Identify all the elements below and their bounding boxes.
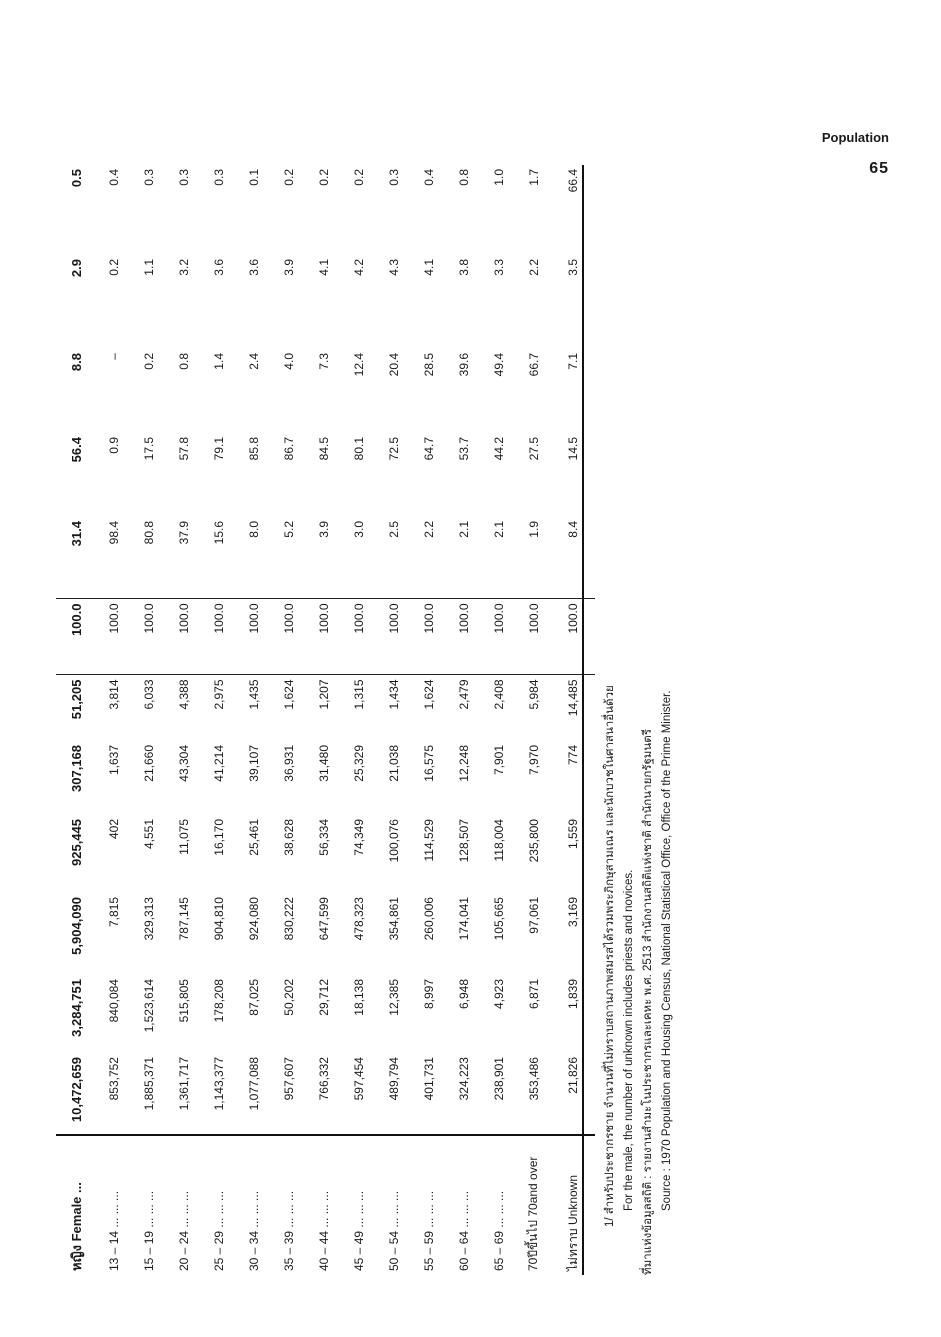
row-label: 60 – 64 ... ... ... [456,1190,471,1271]
table-cell: 114,529 [421,819,436,862]
rotated-table-block [56,165,673,1275]
table-cell: 853,752 [96,1053,131,1135]
table-row [516,165,551,1275]
table-cell: 98.4 [96,517,131,599]
table-cell: 4.3 [386,259,401,276]
table-cell: 100.0 [376,599,411,675]
table-cell: 85.8 [246,437,261,461]
table-cell: 8.8 [68,353,84,372]
table-cell: 1.0 [491,169,506,186]
table-cell: 4.2 [351,259,366,276]
table-cell: 57.8 [176,437,191,461]
table-cell: 830,222 [281,897,296,941]
table-cell: 4,551 [141,819,156,850]
table-cell: 1.7 [526,169,541,186]
table-cell: 3.6 [211,259,226,276]
table-cell: 515,805 [176,979,191,1023]
table-cell: 53.7 [456,437,471,461]
table-cell: 647,599 [316,897,331,941]
row-label: 65 – 69 ... ... ... [491,1190,506,1271]
table-cell: 4,923 [491,979,506,1010]
table-cell: 1,624 [421,679,436,710]
table-cell: 4.0 [281,353,296,370]
table-cell: 2.5 [376,517,411,599]
table-cell: 0.1 [246,169,261,186]
table-cell: 66.4 [566,169,580,193]
table-cell: 957,607 [271,1053,306,1135]
table-cell: 489,794 [376,1053,411,1135]
row-label: 45 – 49 ... ... ... [351,1190,366,1271]
source-english: Source : 1970 Population and Housing Census, National Statistical Office, Office of the Prime Minister. [661,690,673,1211]
table-cell: 87,025 [246,979,261,1016]
table-cell: 0.4 [106,169,121,186]
table-cell: 0.3 [386,169,401,186]
table-cell: 56.4 [68,437,84,463]
table-cell: 260,006 [421,897,436,941]
table-cell: 100.0 [516,599,551,675]
table-cell: 14.5 [566,437,580,461]
table-cell: 766,332 [306,1053,341,1135]
table-cell: 25,461 [246,819,261,856]
table-cell: 5.2 [271,517,306,599]
table-cell: 840,084 [106,979,121,1023]
table-cell: 128,507 [456,819,471,863]
table-cell: 597,454 [341,1053,376,1135]
row-label: 13 – 14 ... ... ... [106,1190,121,1271]
table-cell: 21,826 [551,1053,595,1135]
table-cell: 2,975 [211,679,226,710]
table-cell: 100.0 [481,599,516,675]
table-cell: 17.5 [141,437,156,461]
table-cell: 307,168 [68,745,84,792]
table-cell: 354,861 [386,897,401,941]
table-row [481,165,516,1275]
table-cell: 3,284,751 [68,979,84,1037]
table-cell: 12.4 [351,353,366,377]
table-cell: 100.0 [306,599,341,675]
table-cell: 8,997 [421,979,436,1010]
table-cell: 1,077,088 [236,1053,271,1135]
table-row [376,165,411,1275]
table-row [96,165,131,1275]
table-cell: 178,208 [211,979,226,1023]
table-cell: 787,145 [176,897,191,941]
table-cell: 36,931 [281,745,296,782]
table-cell: 86.7 [281,437,296,461]
table-row [56,165,96,1275]
running-header-title: Population [821,130,889,145]
row-label: 20 – 24 ... ... ... [176,1190,191,1271]
table-cell: 1,559 [566,819,580,850]
table-cell: 38,628 [281,819,296,856]
table-cell: 100.0 [201,599,236,675]
table-cell: 324,223 [446,1053,481,1135]
table-cell: 80.8 [131,517,166,599]
table-cell: 3.6 [246,259,261,276]
table-cell: 0.2 [316,169,331,186]
table-cell: 1.4 [211,353,226,370]
table-cell: 1,523,614 [141,979,156,1033]
table-cell: 66.7 [526,353,541,377]
table-row [551,165,595,1275]
table-cell: 4,388 [176,679,191,710]
table-cell: 0.9 [106,437,121,454]
table-cell: 2.2 [411,517,446,599]
table-cell: 3.9 [306,517,341,599]
table-cell: 64.7 [421,437,436,461]
table-cell: 235,800 [526,819,541,863]
table-cell: 3,814 [106,679,121,710]
table-cell: 20.4 [386,353,401,377]
table-cell: 238,901 [481,1053,516,1135]
table-cell: 0.8 [176,353,191,370]
table-cell: 2.1 [481,517,516,599]
table-cell: 401,731 [411,1053,446,1135]
table-cell: 100.0 [341,599,376,675]
table-cell: 0.2 [351,169,366,186]
table-cell: 4.1 [316,259,331,276]
footnote-1: 1/ สำหรับประชากรชาย จำนวนที่ไม่ทราบสถานภาพสมรสได้รวมพระภิกษุสามเณร และนักบวชในศาสนาอื่นด้วย [604,685,616,1227]
table-cell: 2.9 [68,259,84,278]
table-row [131,165,166,1275]
table-cell: 1,839 [566,979,580,1010]
table-cell: 41,214 [211,745,226,782]
table-cell: 100.0 [236,599,271,675]
table-cell: 28.5 [421,353,436,377]
table-cell: 100.0 [446,599,481,675]
table-cell: 100,076 [386,819,401,863]
row-label: 15 – 19 ... ... ... [141,1190,156,1271]
table-cell: 3.0 [341,517,376,599]
table-cell: 37.9 [166,517,201,599]
table-cell: 402 [106,819,121,840]
table-cell: 100.0 [166,599,201,675]
table-cell: 329,313 [141,897,156,941]
table-cell: 1,637 [106,745,121,776]
table-cell: 478,323 [351,897,366,941]
table-cell: 10,472,659 [56,1053,96,1135]
table-cell: 56,334 [316,819,331,856]
table-cell: 100.0 [56,599,96,675]
table-row [341,165,376,1275]
table-cell: 12,248 [456,745,471,782]
table-cell: 7.3 [316,353,331,370]
table-cell: 31,480 [316,745,331,782]
table-cell: 39.6 [456,353,471,377]
table-cell: 0.2 [141,353,156,370]
table-cell: 2,408 [491,679,506,710]
table-cell: 72.5 [386,437,401,461]
table-cell: 925,445 [68,819,84,866]
page-number: 65 [869,160,889,177]
table-bottom-rule [582,165,584,1275]
table-cell: 39,107 [246,745,261,782]
table-cell: 7,815 [106,897,121,928]
table-cell: 3.9 [281,259,296,276]
table-cell: 100.0 [96,599,131,675]
table-cell: 118,004 [491,819,506,862]
table-cell: 0.5 [68,169,84,188]
row-label: 50 – 54 ... ... ... [386,1190,401,1271]
population-table [56,165,595,1275]
table-cell: 0.4 [421,169,436,186]
table-cell: 4.1 [421,259,436,276]
table-cell: 774 [566,745,580,766]
table-cell: 6,948 [456,979,471,1010]
table-cell: 100.0 [411,599,446,675]
table-row [411,165,446,1275]
table-cell: 1,207 [316,679,331,710]
footnote-1-en: For the male, the number of unknown includes priests and novices. [623,869,635,1211]
row-label: 35 – 39 ... ... ... [281,1190,296,1271]
table-cell: 44.2 [491,437,506,461]
table-cell: 21,038 [386,745,401,782]
table-cell: 3,169 [566,897,580,928]
table-cell: 100.0 [271,599,306,675]
row-label: 30 – 34 ... ... ... [246,1190,261,1271]
table-row [306,165,341,1275]
table-cell: 8.0 [236,517,271,599]
table-cell: 105,665 [491,897,506,941]
row-label: 25 – 29 ... ... ... [211,1190,226,1271]
table-cell: 0.3 [176,169,191,186]
table-cell: – [106,353,121,360]
table-cell: 924,080 [246,897,261,941]
table-cell: 0.3 [211,169,226,186]
row-label: 55 – 59 ... ... ... [421,1190,436,1271]
table-cell: 51,205 [68,679,84,720]
table-cell: 3.2 [176,259,191,276]
table-cell: 0.3 [141,169,156,186]
table-row [446,165,481,1275]
table-cell: 1.1 [141,259,156,276]
table-cell: 353,486 [516,1053,551,1135]
table-cell: 1,143,377 [201,1053,236,1135]
table-cell: 15.6 [201,517,236,599]
row-label: 70ปีขึ้นไป 70and over [526,1156,540,1271]
footnotes [601,165,677,1275]
table-cell: 904,810 [211,897,226,941]
table-cell: 97,061 [526,897,541,934]
row-label: ไม่ทราบ Unknown [565,1174,580,1271]
table-row [201,165,236,1275]
table-cell: 0.2 [106,259,121,276]
table-cell: 5,984 [526,679,541,710]
table-cell: 16,575 [421,745,436,782]
table-cell: 31.4 [56,517,96,599]
table-cell: 2.1 [446,517,481,599]
table-cell: 8.4 [551,517,595,599]
table-cell: 6,033 [141,679,156,710]
table-cell: 49.4 [491,353,506,377]
table-cell: 16,170 [211,819,226,856]
table-cell: 80.1 [351,437,366,461]
table-cell: 3.8 [456,259,471,276]
table-cell: 1.9 [516,517,551,599]
table-cell: 1,361,717 [166,1053,201,1135]
table-cell: 25,329 [351,745,366,782]
table-cell: 100.0 [551,599,595,675]
table-cell: 2.4 [246,353,261,370]
table-cell: 18,138 [351,979,366,1016]
table-cell: 2,479 [456,679,471,710]
table-cell: 27.5 [526,437,541,461]
table-cell: 29,712 [316,979,331,1016]
table-cell: 7,901 [491,745,506,776]
table-cell: 1,434 [386,679,401,710]
table-cell: 50,202 [281,979,296,1016]
table-cell: 1,315 [351,679,366,710]
table-row [271,165,306,1275]
table-cell: 11,075 [176,819,191,855]
table-cell: 14,485 [566,679,580,717]
table-cell: 3.5 [566,259,580,276]
table-cell: 84.5 [316,437,331,461]
table-cell: 100.0 [131,599,166,675]
table-cell: 0.8 [456,169,471,186]
table-cell: 3.3 [491,259,506,276]
source-thai: ที่มาแห่งข้อมูลสถิติ : รายงานสำมะโนประชากรและเคหะ พ.ศ. 2513 สำนักงานสถิติแห่งชาติ สำนักนายกรัฐมนตรี [642,729,654,1275]
row-label: 40 – 44 ... ... ... [316,1190,331,1271]
table-cell: 7,970 [526,745,541,776]
table-cell: 74,349 [351,819,366,856]
table-cell: 21,660 [141,745,156,782]
table-cell: 1,624 [281,679,296,710]
table-cell: 79.1 [211,437,226,461]
table-cell: 6,871 [526,979,541,1010]
table-cell: 2.2 [526,259,541,276]
table-cell: 1,885,371 [131,1053,166,1135]
table-cell: 1,435 [246,679,261,710]
table-row [236,165,271,1275]
table-cell: 43,304 [176,745,191,782]
table-cell: 5,904,090 [68,897,84,955]
table-cell: 174,041 [456,897,471,941]
row-label: หญิง Female ... [68,1182,84,1271]
table-cell: 7.1 [566,353,580,370]
table-row [166,165,201,1275]
table-cell: 12,385 [386,979,401,1016]
table-cell: 0.2 [281,169,296,186]
